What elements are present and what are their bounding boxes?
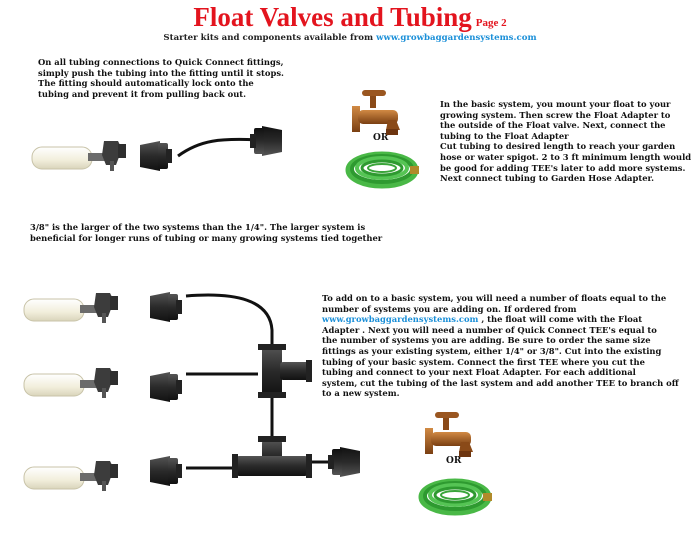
float-adapter-top bbox=[140, 141, 172, 171]
addon-line: tubing and connect to your next Float Adapter. For each additional bbox=[322, 367, 636, 378]
or-label-bottom: OR bbox=[446, 456, 462, 466]
addon-line: the number of systems you are adding. Be sure to order the same size bbox=[322, 335, 651, 346]
title-main: Float Valves and Tubing bbox=[193, 2, 472, 32]
addon-line: number of systems you are adding on. If ordered from bbox=[322, 303, 577, 314]
intro-line: simply push the tubing into the fitting until it stops. bbox=[38, 67, 284, 78]
float-adapter-3 bbox=[150, 456, 182, 486]
float-valve-2 bbox=[24, 368, 118, 398]
basic-line: Next connect tubing to Garden Hose Adapter. bbox=[440, 173, 655, 184]
float-valve-top bbox=[32, 141, 126, 171]
float-adapter-1 bbox=[150, 292, 182, 322]
tee-fitting-2 bbox=[232, 436, 312, 478]
spigot-icon-bottom bbox=[425, 412, 473, 457]
intro-line: tubing and prevent it from pulling back out. bbox=[38, 88, 247, 99]
intro-line: On all tubing connections to Quick Connect fittings, bbox=[38, 57, 284, 67]
hose-icon-top bbox=[348, 154, 419, 186]
hose-icon-bottom bbox=[421, 481, 492, 513]
size-line: 3/8" is the larger of the two systems than the 1/4". The larger system is bbox=[30, 222, 366, 232]
spigot-icon-top bbox=[352, 90, 400, 135]
float-valve-3 bbox=[24, 461, 118, 491]
float-adapter-2 bbox=[150, 372, 182, 402]
hose-adapter-bottom bbox=[328, 447, 360, 477]
basic-line: growing system. Then screw the Float Adapter to bbox=[440, 109, 671, 120]
subtitle-link[interactable]: www.growbaggardensystems.com bbox=[376, 33, 537, 43]
or-label-top: OR bbox=[373, 133, 389, 143]
addon-line: system, cut the tubing of the last system and add another TEE to branch off bbox=[322, 377, 679, 388]
float-valve-1 bbox=[24, 293, 118, 323]
basic-line: the outside of the Float valve. Next, connect the bbox=[440, 120, 666, 131]
size-line: beneficial for longer runs of tubing or many growing systems tied together bbox=[30, 232, 383, 243]
hose-adapter-top bbox=[250, 126, 282, 156]
addon-line: Adapter . Next you will need a number of Quick Connect TEE's equal to bbox=[322, 324, 657, 335]
addon-line: To add on to a basic system, you will need a number of floats equal to the bbox=[322, 293, 667, 303]
addon-line: to a new system. bbox=[322, 388, 400, 399]
basic-line: In the basic system, you mount your float to your bbox=[440, 99, 671, 109]
addon-line-rest: , the float will come with the Float bbox=[478, 314, 643, 325]
addon-line: fittings as your existing system, either 1/4" or 3/8". Cut into the existing bbox=[322, 345, 662, 356]
intro-line: The fitting should automatically lock onto the bbox=[38, 78, 254, 89]
addon-line: tubing of your basic system. Connect the first TEE where you cut the bbox=[322, 356, 645, 367]
basic-line: Cut tubing to desired length to reach your garden bbox=[440, 141, 676, 152]
addon-link[interactable]: www.growbaggardensystems.com bbox=[322, 314, 479, 325]
basic-line: be good for adding TEE's later to add more systems. bbox=[440, 162, 686, 173]
basic-line: tubing to the Float Adapter bbox=[440, 130, 569, 141]
subtitle-text: Starter kits and components available from bbox=[163, 33, 374, 43]
tee-fitting-1 bbox=[258, 344, 312, 398]
basic-line: hose or water spigot. 2 to 3 ft minimum length would bbox=[440, 151, 692, 162]
page-label: Page 2 bbox=[475, 17, 507, 29]
